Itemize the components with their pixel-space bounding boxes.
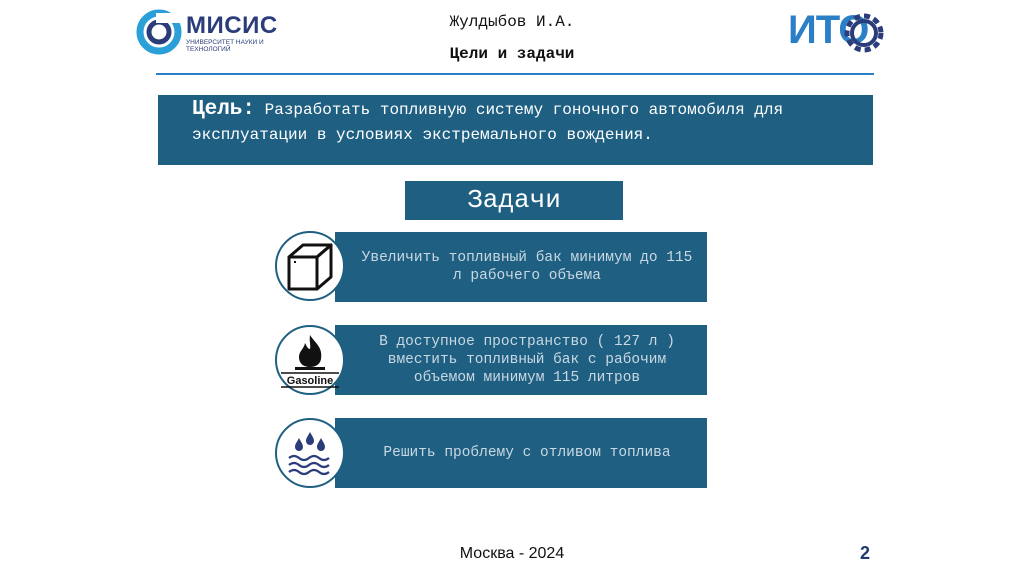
task-item-2 bbox=[335, 325, 707, 395]
gasoline-flammable-icon bbox=[277, 327, 343, 393]
ito-logo bbox=[786, 6, 886, 62]
task-icon-3 bbox=[275, 418, 345, 488]
misis-name: МИСИС bbox=[186, 12, 278, 39]
footer-city-year: Москва - 2024 bbox=[459, 545, 565, 562]
tasks-title: Задачи bbox=[405, 181, 623, 220]
fluid-waves-icon bbox=[277, 420, 343, 486]
goal-label: Цель: bbox=[192, 98, 256, 121]
task-icon-2 bbox=[275, 325, 345, 395]
goal-text-block bbox=[192, 97, 852, 148]
misis-subtitle: УНИВЕРСИТЕТ НАУКИ И ТЕХНОЛОГИЙ bbox=[186, 39, 264, 53]
task-text-3: Решить проблему с отливом топлива bbox=[383, 445, 671, 461]
task-text-2: В доступное пространство ( 127 л ) вместить топливный бак с рабочим объемом минимум 115 литров bbox=[379, 334, 675, 386]
author-name: Жулдыбов И.А. bbox=[449, 13, 575, 31]
task-icon-1 bbox=[275, 231, 345, 301]
task-text-1: Увеличить топливный бак минимум до 115 л рабочего объема bbox=[361, 250, 693, 284]
goal-description: Разработать топливную систему гоночного автомобиля для эксплуатации в условиях экстремального вождения. bbox=[192, 101, 784, 144]
gasoline-caption: Gasoline bbox=[286, 375, 334, 387]
task-item-3 bbox=[335, 418, 707, 488]
ito-logo-text: ИТО bbox=[788, 8, 869, 52]
box-icon bbox=[277, 233, 343, 299]
slide-title: Цели и задачи bbox=[449, 45, 575, 63]
task-item-1 bbox=[335, 232, 707, 302]
header-divider bbox=[156, 73, 874, 75]
gear-icon bbox=[786, 6, 886, 62]
goal-box bbox=[158, 95, 873, 165]
page-number: 2 bbox=[860, 543, 871, 563]
